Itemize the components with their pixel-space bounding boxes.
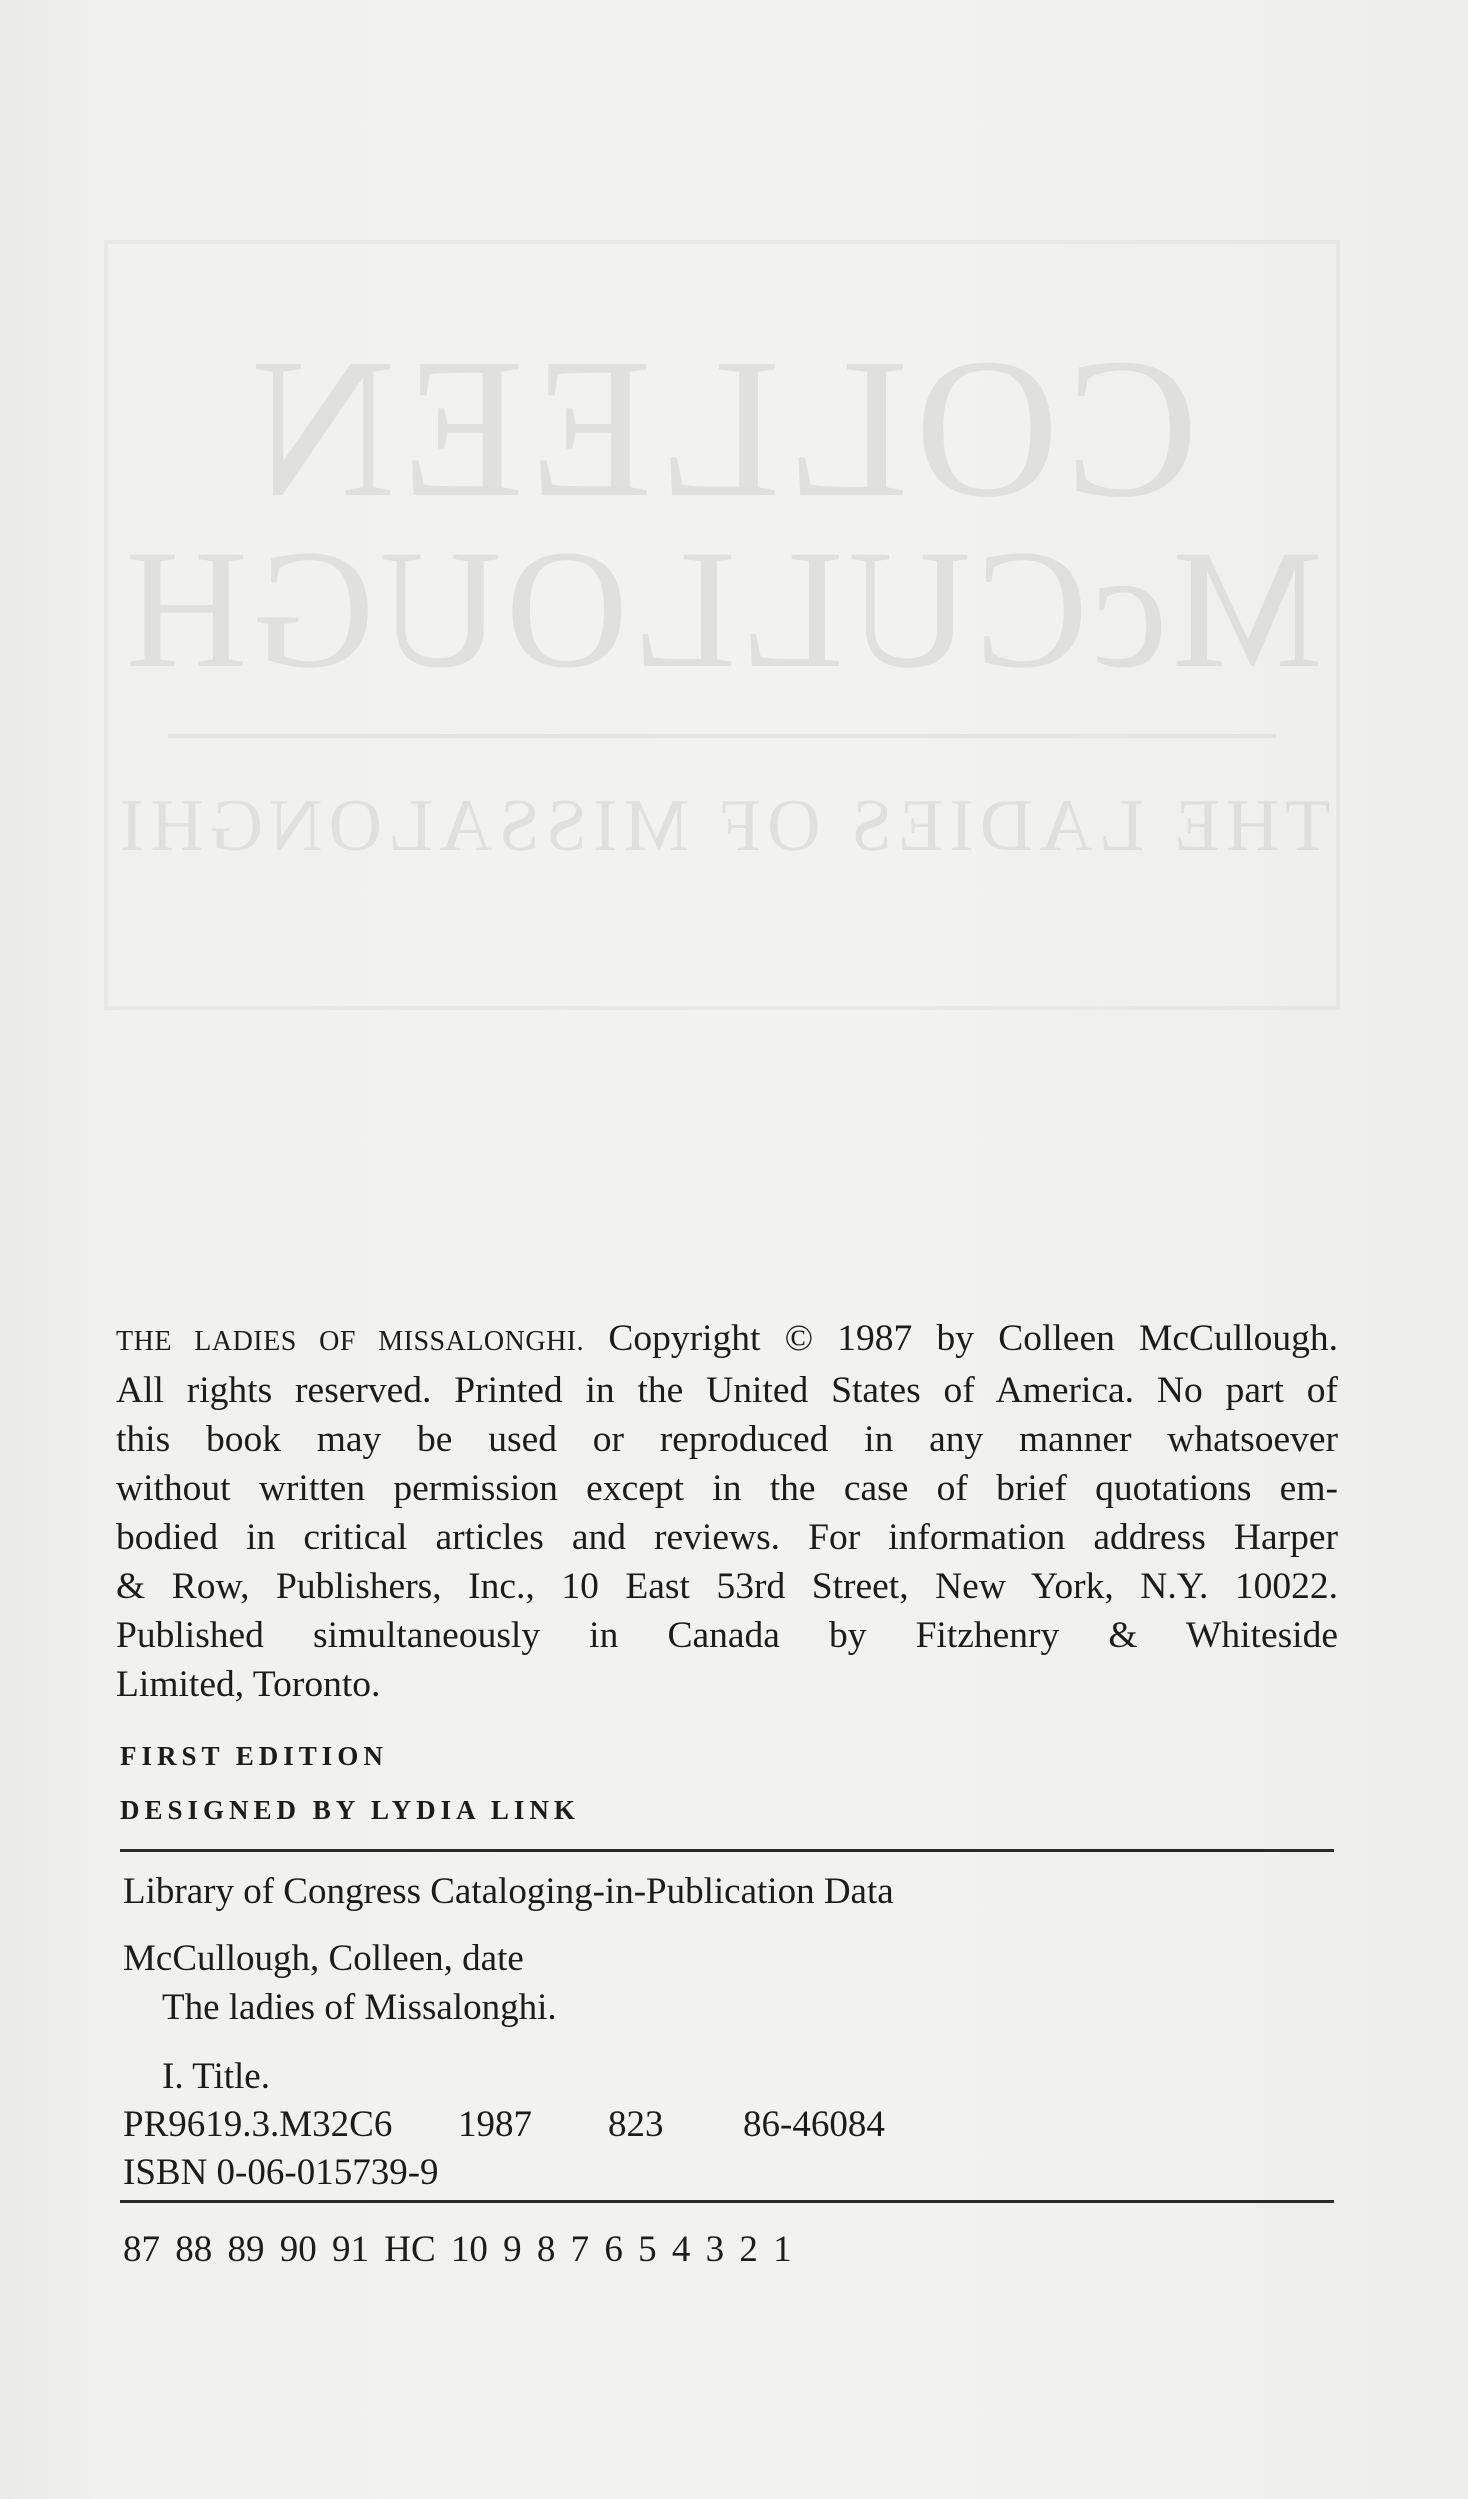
printing-line: 87 88 89 90 91 HC 10 9 8 7 6 5 4 3 2 1 — [123, 2229, 792, 2270]
cip-subject: I. Title. — [162, 2056, 270, 2097]
copyright-line: All rights reserved. Printed in the United States of America. No part of — [116, 1370, 1338, 1411]
copyright-line: bodied in critical articles and reviews. For information address Harper — [116, 1517, 1338, 1558]
cip-author: McCullough, Colleen, date — [123, 1938, 524, 1979]
cip-isbn: ISBN 0-06-015739-9 — [123, 2152, 439, 2193]
edition-statement: FIRST EDITION — [120, 1741, 388, 1771]
bottom-rule — [120, 2200, 1334, 2203]
ghost-rule — [168, 734, 1276, 738]
copyright-line: & Row, Publishers, Inc., 10 East 53rd Street, New York, N.Y. 10022. — [116, 1566, 1338, 1607]
top-rule — [120, 1849, 1334, 1852]
cip-lccn: 86-46084 — [743, 2104, 885, 2145]
copyright-line: without written permission except in the case of brief quotations em- — [116, 1468, 1338, 1509]
copyright-line: THE LADIES OF MISSALONGHI. Copyright © 1987 by Colleen McCullough. — [116, 1318, 1338, 1359]
book-title-smallcaps: THE LADIES OF MISSALONGHI. — [116, 1326, 585, 1357]
cip-title: The ladies of Missalonghi. — [162, 1987, 557, 2028]
ghost-book-title: THE LADIES OF MISSALONGHI — [113, 785, 1331, 867]
copyright-line: Limited, Toronto. — [116, 1664, 381, 1705]
copyright-line: Published simultaneously in Canada by Fitzhenry & Whiteside — [116, 1615, 1338, 1656]
designer-credit: DESIGNED BY LYDIA LINK — [120, 1795, 580, 1825]
copyright-line: this book may be used or reproduced in any manner whatsoever — [116, 1419, 1338, 1460]
cip-heading: Library of Congress Cataloging-in-Publication Data — [123, 1871, 894, 1912]
cip-dewey: 823 — [608, 2104, 664, 2145]
cip-year: 1987 — [458, 2104, 532, 2145]
ghost-author-last: McCULLOUGH — [121, 515, 1323, 703]
show-through-title-page — [104, 240, 1340, 1010]
ghost-author-first: COLLEEN — [245, 318, 1199, 539]
copyright-notice — [116, 1314, 1338, 1709]
cip-class-number: PR9619.3.M32C6 — [123, 2104, 393, 2145]
cip-classification-row — [123, 2106, 1023, 2146]
